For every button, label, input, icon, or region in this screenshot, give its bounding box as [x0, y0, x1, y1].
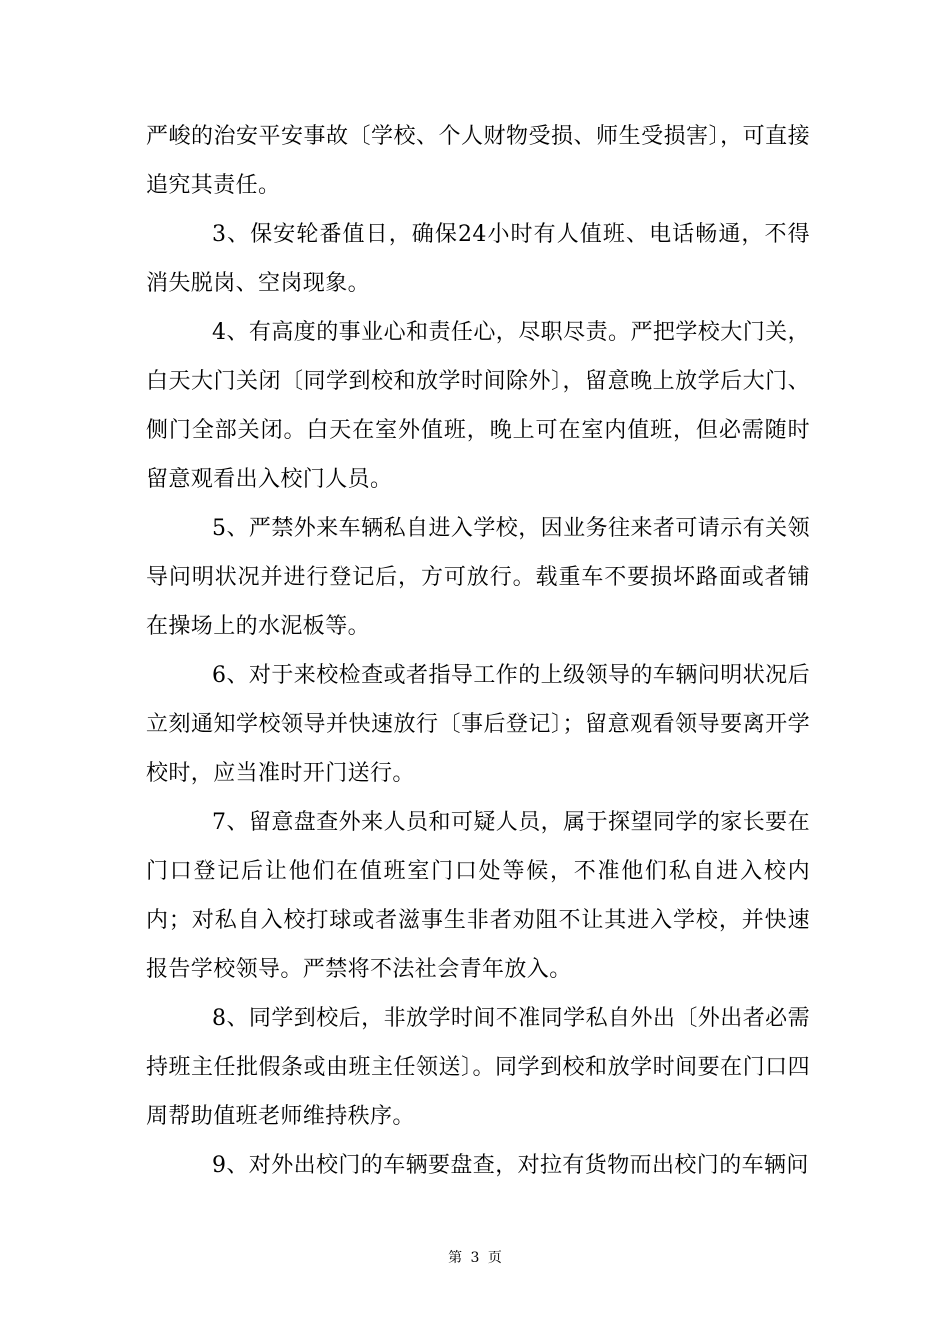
paragraph-continuation: 严峻的治安平安事故〔学校、个人财物受损、师生受损害〕，可直接追究其责任。 — [146, 124, 810, 198]
page-number: 3 — [470, 1250, 480, 1266]
paragraph-item-5: 5、严禁外来车辆私自进入学校，因业务往来者可请示有关领导问明状况并进行登记后，方可放行。载重车不要损坏路面或者铺在操场上的水泥板等。 — [146, 516, 810, 639]
paragraph-item-4: 4、有高度的事业心和责任心，尽职尽责。严把学校大门关，白天大门关闭〔同学到校和放学时间除外〕，留意晚上放学后大门、侧门全部关闭。白天在室外值班，晚上可在室内值班，但必需随时留意观看出入校门人员。 — [146, 320, 810, 492]
paragraph-item-8: 8、同学到校后，非放学时间不准同学私自外出〔外出者必需持班主任批假条或由班主任领送〕。同学到校和放学时间要在门口四周帮助值班老师维持秩序。 — [146, 1006, 810, 1129]
paragraph-item-7: 7、留意盘查外来人员和可疑人员，属于探望同学的家长要在门口登记后让他们在值班室门口处等候，不准他们私自进入校内内；对私自入校打球或者滋事生非者劝阻不让其进入学校，并快速报告学校领导。严禁将不法社会青年放入。 — [146, 810, 810, 982]
page-footer — [0, 1249, 950, 1267]
paragraph-item-6: 6、对于来校检查或者指导工作的上级领导的车辆问明状况后立刻通知学校领导并快速放行〔事后登记〕；留意观看领导要离开学校时，应当准时开门送行。 — [146, 663, 810, 786]
paragraph-item-9: 9、对外出校门的车辆要盘查，对拉有货物而出校门的车辆问 — [212, 1153, 809, 1178]
document-body — [146, 112, 810, 1190]
paragraph-item-3: 3、保安轮番值日，确保24小时有人值班、电话畅通，不得消失脱岗、空岗现象。 — [146, 222, 810, 296]
footer-suffix: 页 — [487, 1250, 502, 1266]
footer-prefix: 第 — [448, 1250, 463, 1266]
